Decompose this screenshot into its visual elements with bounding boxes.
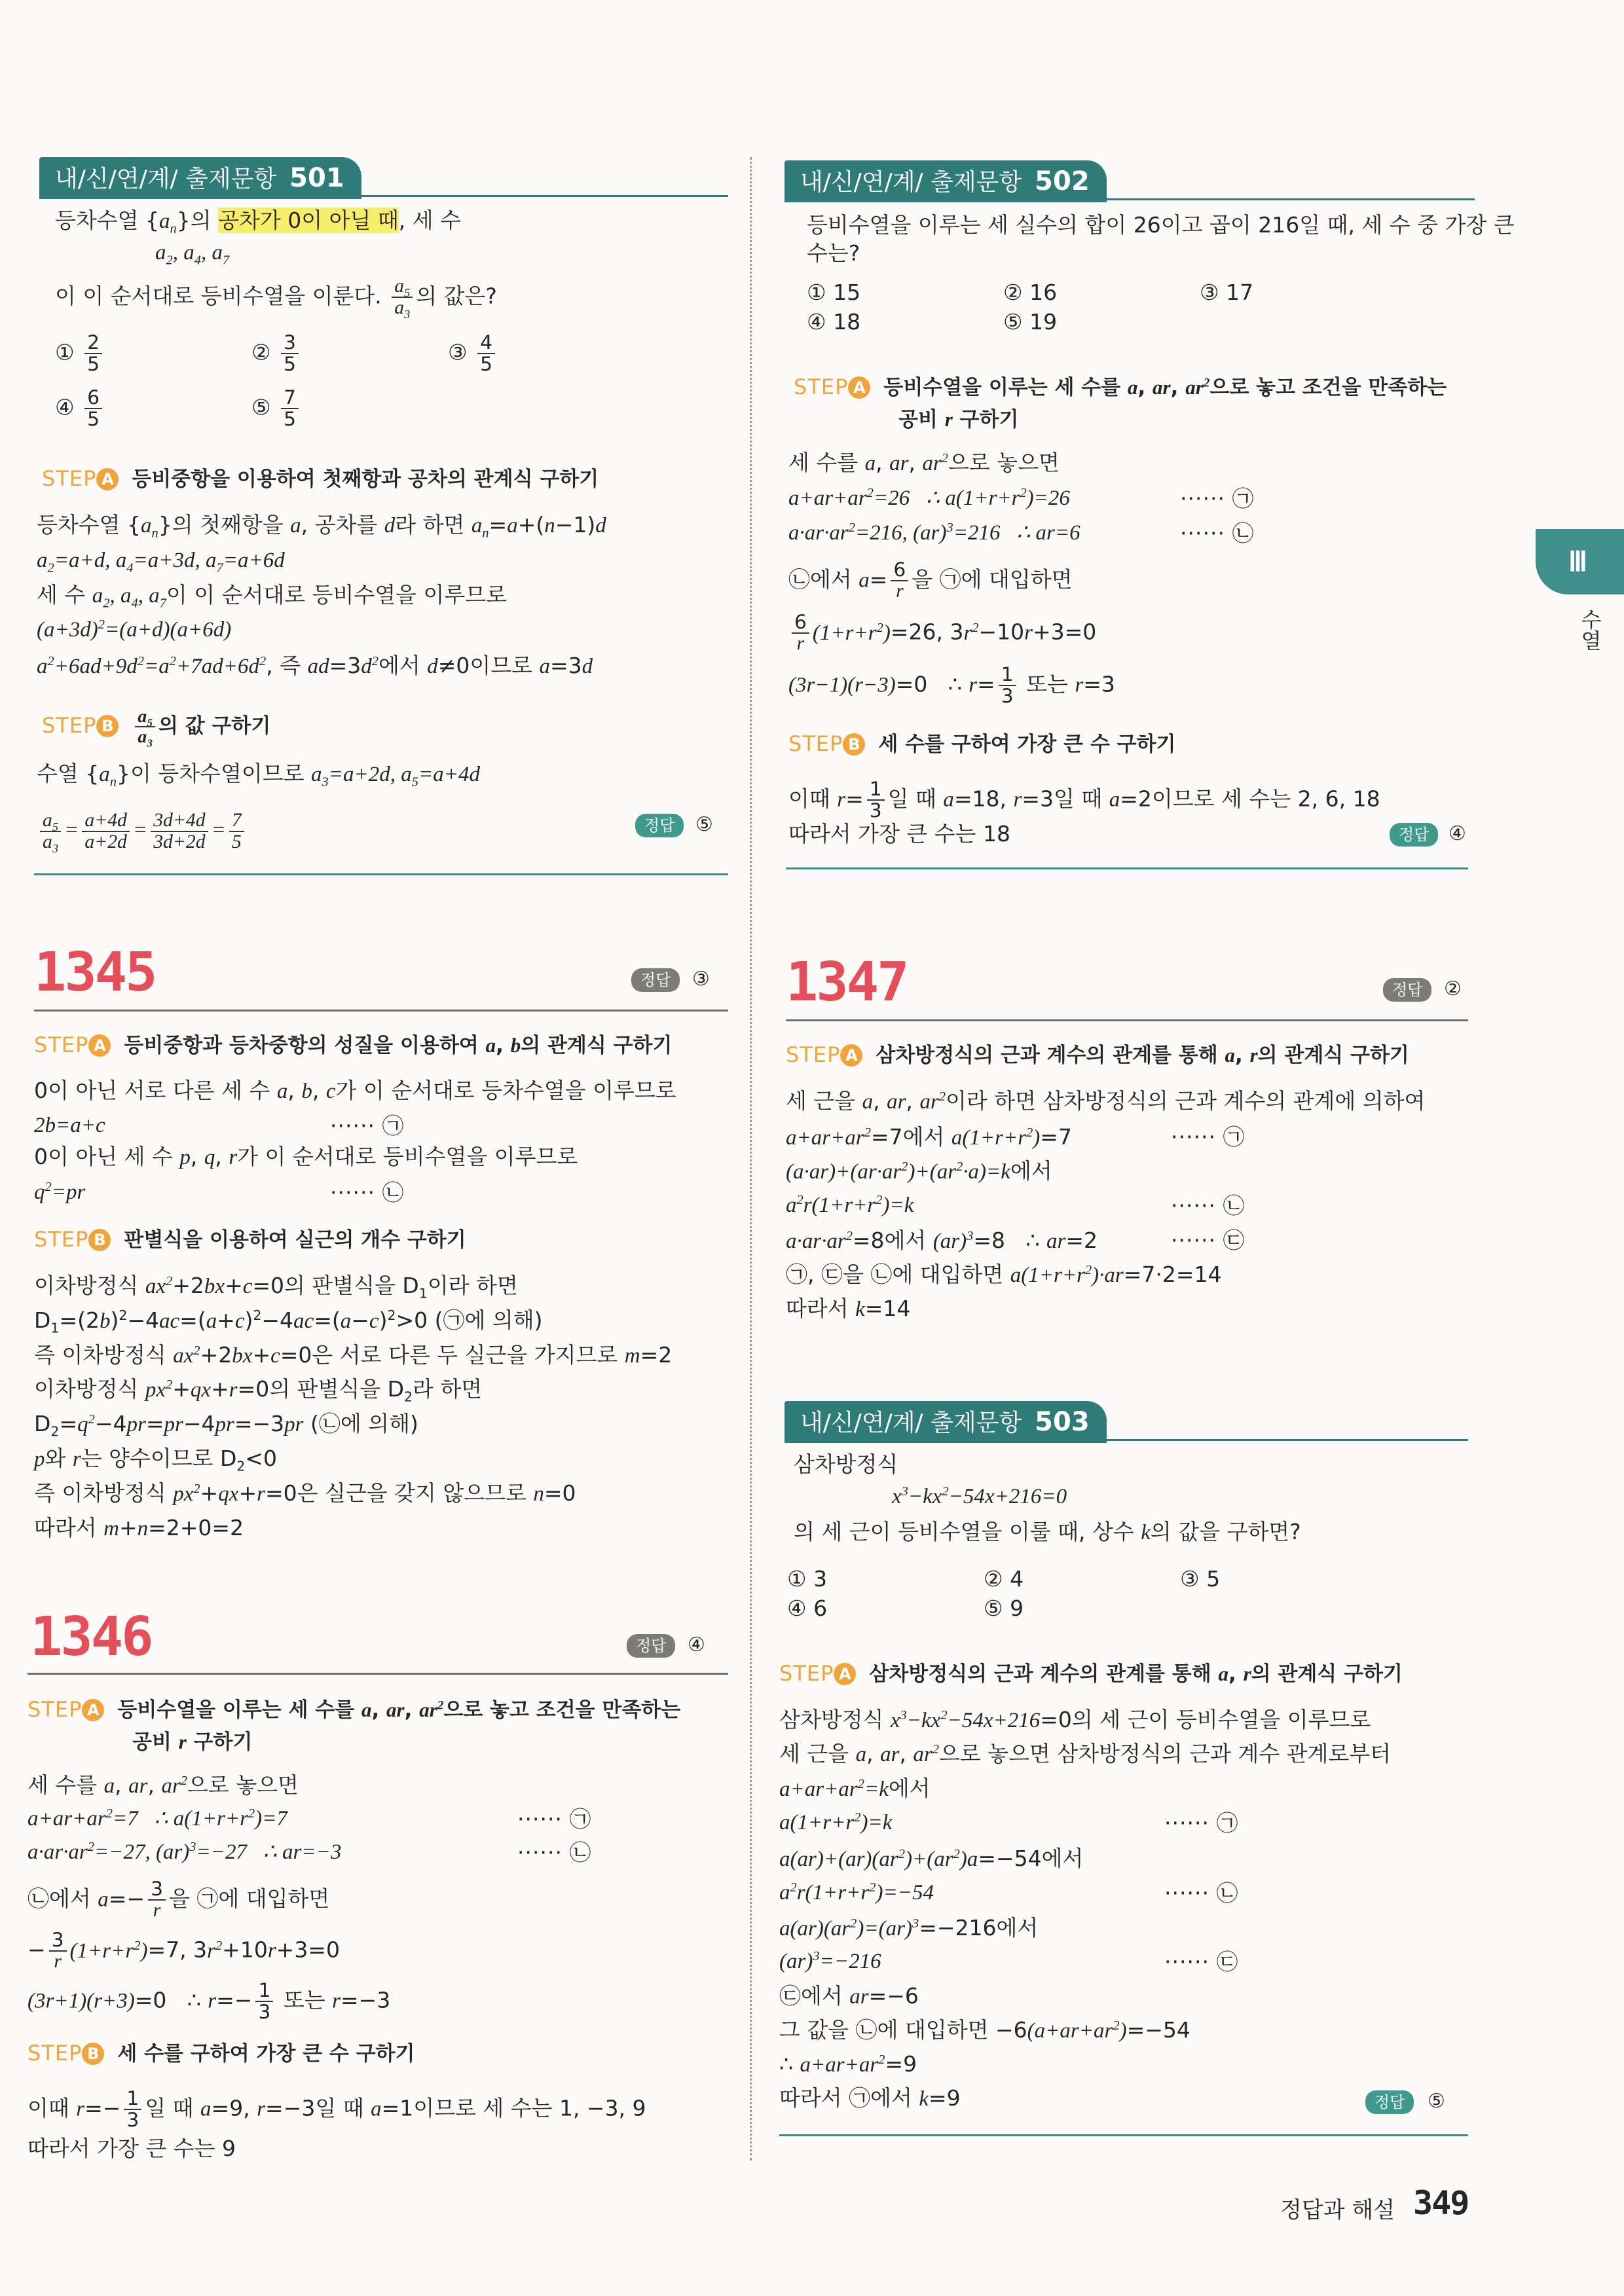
- solution-line: $a\cdot ar\cdot ar^2=8$에서 (ar)$^3$=8 ∴ ar=2: [786, 1228, 1098, 1253]
- solution-line: $a^2+6ad+9d^2=a^2+7ad+6d^2$, 즉 $ad=3d^2$에서 d≠0이므로 a=3d: [37, 653, 593, 678]
- choice-1[interactable]: ① 15: [807, 280, 861, 305]
- answer-badge: 정답: [627, 1634, 675, 1658]
- step-a-heading-cont: 공비 r 구하기: [898, 408, 1019, 431]
- solution-line: $a(1+r+r^2)=k$: [779, 1810, 893, 1834]
- solution-line: $\frac{a_5}{a_3}$ = $\frac{a+4d}{a+2d}$ = $\frac{3d+4d}{3d+2d}$ = $\frac{7}{5}$: [37, 811, 248, 852]
- solution-line: $q^2=pr$: [34, 1180, 86, 1204]
- solution-line: − $\frac{3}{r}$ $(1+r+r^2)=7$, $3r^2+10r+3=0$: [28, 1929, 340, 1973]
- solution-line: ㉠, ㉢을 ㉡에 대입하면 $a(1+r+r^2)\cdot ar=7\cdot 2=14$: [786, 1262, 1222, 1287]
- solution-line: $a(ar)(ar^2)=(ar)^3=-216$에서: [779, 1915, 1039, 1941]
- choice-2[interactable]: ② 16: [1003, 280, 1058, 305]
- question-line: 수는?: [807, 240, 860, 266]
- solution-line: (3r−1)(r−3)=0 ∴ r= $\frac{1}{3}$ 또는 r=3: [788, 663, 1115, 708]
- answer-mark: ④: [1449, 822, 1466, 845]
- naesin-label: 내/신/연/계/ 출제문항 501: [39, 157, 361, 199]
- solution-line: 세 근을 a, ar, $ar^2$으로 놓으면 삼차방정식의 근과 계수 관계로부터: [779, 1741, 1392, 1766]
- divider: [779, 2134, 1468, 2136]
- solution-line: 세 근을 a, ar, $ar^2$이라 하면 삼차방정식의 근과 계수의 관계에 의하여: [786, 1088, 1426, 1114]
- step-b-heading: STEP B 세 수를 구하여 가장 큰 수 구하기: [788, 731, 1176, 756]
- step-a-heading: STEP A 등비중항과 등차중항의 성질을 이용하여 a, b의 관계식 구하기: [34, 1032, 673, 1057]
- divider: [786, 1019, 1468, 1021]
- equation-tag: ······ ㉡: [1180, 520, 1254, 546]
- step-b-heading: STEP B 세 수를 구하여 가장 큰 수 구하기: [28, 2041, 415, 2066]
- equation-tag: ······ ㉡: [330, 1180, 404, 1205]
- solution-line: $D_1=(2b)^2-4ac=(a+c)^2-4ac=(a-c)^2>0$ (㉠에 의해): [34, 1307, 543, 1336]
- choice-3[interactable]: ③ 17: [1200, 280, 1254, 305]
- solution-line: (3r+1)(r+3)=0 ∴ r=− $\frac{1}{3}$ 또는 r=−3: [28, 1979, 391, 2024]
- solution-line: ㉡에서 a= $\frac{6}{r}$ 을 ㉠에 대입하면: [788, 558, 1073, 602]
- step-a-heading: STEP A 등비중항을 이용하여 첫째항과 공차의 관계식 구하기: [42, 466, 599, 491]
- solution-line: 2b=a+c: [34, 1114, 105, 1137]
- choice-3[interactable]: ③ $\frac{4}{5}$: [448, 333, 498, 374]
- equation-tag: ······ ㉠: [1171, 1124, 1245, 1150]
- equation-tag: ······ ㉡: [517, 1840, 591, 1865]
- solution-line: 0이 아닌 서로 다른 세 수 a, b, c가 이 순서대로 등차수열을 이루므로: [34, 1078, 676, 1103]
- solution-line: 따라서 ㉠에서 k=9: [779, 2085, 961, 2111]
- equation-tag: ······ ㉠: [1164, 1810, 1238, 1836]
- question-line: 등비수열을 이루는 세 실수의 합이 26이고 곱이 216일 때, 세 수 중 가장 큰: [807, 212, 1515, 238]
- answer-badge: 정답: [1383, 978, 1431, 1002]
- answer-badge: 정답: [635, 814, 684, 837]
- question-terms: $a_2$, $a_4$, $a_7$: [155, 241, 230, 268]
- divider: [28, 1673, 728, 1675]
- question-equation: $x^3-kx^2-54x+216=0$: [892, 1484, 1067, 1508]
- solution-line: 0이 아닌 세 수 p, q, r가 이 순서대로 등비수열을 이루므로: [34, 1144, 578, 1169]
- solution-line: 즉 이차방정식 $px^2+qx+r=0$은 실근을 갖지 않으므로 n=0: [34, 1480, 576, 1506]
- solution-line: $a+ar+ar^2=7$에서 $a(1+r+r^2)=7$: [786, 1124, 1072, 1150]
- solution-line: 이때 r=− $\frac{1}{3}$ 일 때 a=9, r=−3일 때 a=1이므로 세 수는 1, −3, 9: [28, 2087, 646, 2132]
- step-a-heading-cont: 공비 r 구하기: [132, 1730, 253, 1754]
- solution-line: $(a\cdot ar)+(ar\cdot ar^2)+(ar^2\cdot a)=k$에서: [786, 1158, 1052, 1184]
- equation-tag: ······ ㉠: [330, 1113, 404, 1139]
- equation-tag: ······ ㉠: [1180, 486, 1254, 511]
- answer-badge: 정답: [631, 968, 680, 992]
- equation-tag: ······ ㉡: [1171, 1193, 1245, 1218]
- solution-line: $(a+3d)^2=(a+d)(a+6d)$: [37, 617, 232, 642]
- solution-line: 등차수열 $\{a_n\}$의 첫째항을 a, 공차를 d라 하면 $a_n=a+(n-1)d$: [37, 512, 606, 541]
- solution-line: ㉡에서 a=− $\frac{3}{r}$ 을 ㉠에 대입하면: [28, 1878, 330, 1922]
- solution-line: 세 수 $a_2$, $a_4$, $a_7$이 이 순서대로 등비수열을 이루므로: [37, 582, 507, 611]
- choice-1[interactable]: ① 3: [787, 1566, 828, 1592]
- solution-line: $a^2r(1+r+r^2)=k$: [786, 1193, 914, 1217]
- answer-mark: ③: [692, 968, 710, 991]
- footer-label: 정답과 해설: [1280, 2197, 1395, 2223]
- question-line: 삼차방정식: [794, 1451, 898, 1477]
- solution-line: ㉢에서 ar=−6: [779, 1983, 919, 2009]
- solution-line: 이차방정식 $px^2+qx+r=0$의 판별식을 $D_2$라 하면: [34, 1376, 483, 1405]
- answer-badge: 정답: [1365, 2090, 1414, 2114]
- naesin-label: 내/신/연/계/ 출제문항 503: [784, 1401, 1107, 1443]
- choice-2[interactable]: ② 4: [984, 1566, 1024, 1592]
- solution-line: 이차방정식 $ax^2+2bx+c=0$의 판별식을 $D_1$이라 하면: [34, 1273, 518, 1302]
- solution-line: 수열 $\{a_n\}$이 등차수열이므로 $a_3=a+2d$, $a_5=a+4d$: [37, 761, 480, 790]
- choice-4[interactable]: ④ 6: [787, 1595, 828, 1621]
- choice-5[interactable]: ⑤ 9: [984, 1595, 1024, 1621]
- column-separator: [750, 157, 752, 2160]
- answer-mark: ④: [688, 1633, 705, 1656]
- answer-mark: ②: [1444, 977, 1462, 1000]
- solution-line: $a+ar+ar^2=26$ ∴ $a(1+r+r^2)=26$: [788, 486, 1070, 510]
- equation-tag: ······ ㉡: [1164, 1880, 1238, 1906]
- choice-2[interactable]: ② $\frac{3}{5}$: [251, 333, 302, 374]
- solution-line: 따라서 가장 큰 수는 18: [788, 821, 1010, 847]
- problem-number: 1346: [30, 1606, 152, 1668]
- step-a-heading: STEP A 삼차방정식의 근과 계수의 관계를 통해 a, r의 관계식 구하기: [786, 1042, 1409, 1067]
- answer-mark: ⑤: [1428, 2090, 1445, 2113]
- page-number: 349: [1413, 2184, 1469, 2222]
- step-b-heading: STEP B $\frac{a_5}{a_3}$ 의 값 구하기: [42, 706, 271, 750]
- choice-5[interactable]: ⑤ $\frac{7}{5}$: [251, 388, 302, 429]
- solution-line: 따라서 m+n=2+0=2: [34, 1515, 244, 1540]
- chapter-tab[interactable]: Ⅲ: [1536, 529, 1624, 594]
- solution-line: $D_2=q^2-4pr=pr-4pr=-3pr$ (㉡에 의해): [34, 1411, 418, 1440]
- solution-line: ∴ $a+ar+ar^2=9$: [779, 2051, 917, 2077]
- question-line: 이 이 순서대로 등비수열을 이룬다. $\frac{a_5}{a_3}$ 의 값은?: [55, 276, 497, 321]
- solution-line: $a+ar+ar^2=k$에서: [779, 1776, 931, 1801]
- solution-line: $a\cdot ar\cdot ar^2=-27$, (ar)$^3$=−27 ∴ ar=−3: [28, 1840, 342, 1864]
- problem-number: 1347: [786, 951, 908, 1013]
- question-line: 등차수열 $\{a_n\}$의 공차가 0이 아닐 때, 세 수: [55, 208, 461, 236]
- step-b-heading: STEP B 판별식을 이용하여 실근의 개수 구하기: [34, 1227, 466, 1252]
- solution-line: 따라서 가장 큰 수는 9: [28, 2136, 236, 2161]
- equation-tag: ······ ㉠: [517, 1806, 591, 1832]
- answer-mark: ⑤: [695, 813, 713, 836]
- solution-line: $a^2r(1+r+r^2)=-54$: [779, 1880, 934, 1904]
- solution-line: (ar)$^3$=−216: [779, 1949, 881, 1973]
- solution-line: 세 수를 a, ar, $ar^2$으로 놓으면: [28, 1772, 299, 1798]
- choice-1[interactable]: ① $\frac{2}{5}$: [55, 333, 105, 374]
- solution-line: 삼차방정식 $x^3-kx^2-54x+216=0$의 세 근이 등비수열을 이루므로: [779, 1707, 1371, 1732]
- choice-5[interactable]: ⑤ 19: [1003, 309, 1058, 335]
- choice-4[interactable]: ④ $\frac{6}{5}$: [55, 388, 105, 429]
- solution-line: $a\cdot ar\cdot ar^2=216$, (ar)$^3$=216 ∴ ar=6: [788, 520, 1080, 545]
- divider: [34, 873, 728, 875]
- naesin-label: 내/신/연/계/ 출제문항 502: [784, 160, 1107, 202]
- equation-tag: ······ ㉢: [1164, 1949, 1238, 1975]
- solution-line: p와 r는 양수이므로 $D_2<0$: [34, 1446, 278, 1474]
- choice-4[interactable]: ④ 18: [807, 309, 861, 335]
- solution-line: $a_2=a+d$, $a_4=a+3d$, $a_7=a+6d$: [37, 549, 285, 575]
- equation-tag: ······ ㉢: [1171, 1228, 1245, 1253]
- step-a-heading: STEP A 삼차방정식의 근과 계수의 관계를 통해 a, r의 관계식 구하기: [779, 1661, 1403, 1686]
- solution-line: 세 수를 a, ar, $ar^2$으로 놓으면: [788, 450, 1060, 475]
- answer-badge: 정답: [1390, 823, 1438, 847]
- problem-number: 1345: [34, 941, 156, 1004]
- solution-line: $\frac{6}{r}$ $(1+r+r^2)=26$, $3r^2-10r+3=0$: [788, 612, 1096, 654]
- divider: [34, 1010, 728, 1011]
- step-a-heading: STEP A 등비수열을 이루는 세 수를 a, ar, $ar^2$으로 놓고 조건을 만족하는: [28, 1697, 681, 1722]
- solution-line: 이때 r= $\frac{1}{3}$ 일 때 a=18, r=3일 때 a=2이므로 세 수는 2, 6, 18: [788, 778, 1380, 823]
- step-a-heading: STEP A 등비수열을 이루는 세 수를 a, ar, $ar^2$으로 놓고 조건을 만족하는: [794, 374, 1447, 399]
- solution-line: 즉 이차방정식 $ax^2+2bx+c=0$은 서로 다른 두 실근을 가지므로 m=2: [34, 1342, 673, 1368]
- question-line: 의 세 근이 등비수열을 이룰 때, 상수 k의 값을 구하면?: [794, 1519, 1301, 1544]
- divider: [786, 867, 1468, 869]
- choice-3[interactable]: ③ 5: [1180, 1566, 1221, 1592]
- solution-line: $a(ar)+(ar)(ar^2)+(ar^2)a=-54$에서: [779, 1846, 1084, 1871]
- solution-line: $a+ar+ar^2=7$ ∴ $a(1+r+r^2)=7$: [28, 1806, 287, 1831]
- solution-line: 그 값을 ㉡에 대입하면 $-6(a+ar+ar^2)=-54$: [779, 2017, 1190, 2043]
- solution-line: 따라서 k=14: [786, 1296, 911, 1321]
- chapter-label: 수열: [1578, 609, 1602, 651]
